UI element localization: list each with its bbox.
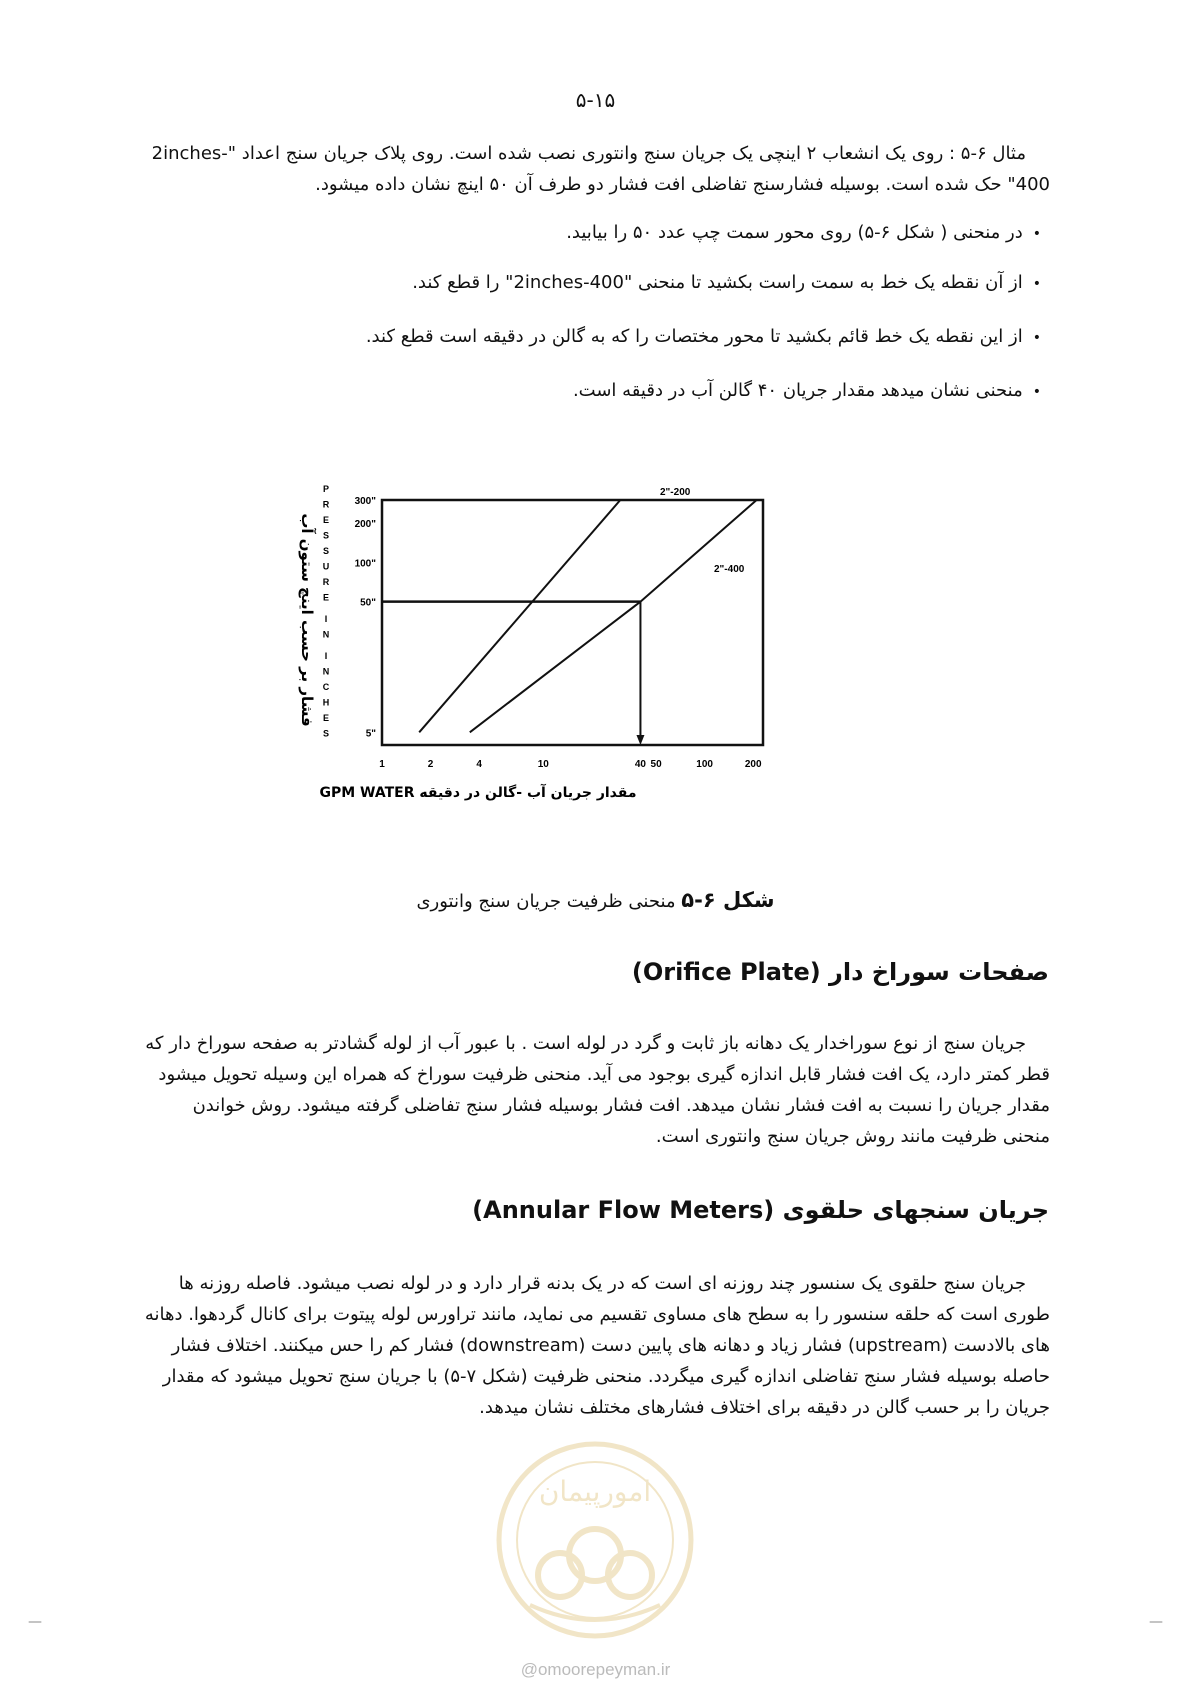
footer-url: @omoorepeyman.ir xyxy=(520,1660,671,1679)
x-axis-label: مقدار جریان آب -گالن در دقیقه GPM WATER xyxy=(319,785,637,801)
bullet-1: • در منحنی ( شکل ۶-۵) روی محور سمت چپ عدد ۵۰ را بیابید. xyxy=(566,222,1041,243)
annular-paragraph: جریان سنج حلقوی یک سنسور چند روزنه ای است که در یک بدنه قرار دارد و در لوله نصب میشود. فاصله روزنه ها طوری است که حلقه سنسور را به سطح های مساوی تقسیم می نماید، مانند تراورس لوله پیتوت برای کانال گردهوا. دهانه های بالادست (upstream) فشار زیاد و دهانه های پایین دست (downstream) فشار کم را حس میکنند. اختلاف فشار حاصله بوسیله فشار سنج تفاضلی اندازه گیری میگردد. منحنی ظرفیت (شکل ۷-۵) با جریان سنج تحویل میشود که مقدار جریان را بر حسب گالن در دقیقه برای اختلاف فشارهای مختلف نشان میدهد. xyxy=(144,1273,1050,1418)
series-line-2 xyxy=(470,500,757,732)
bullet-2: • از آن نقطه یک خط به سمت راست بکشید تا منحنی "2inches-400" را قطع کند. xyxy=(412,272,1041,293)
orifice-paragraph: جریان سنج از نوع سوراخدار یک دهانه باز ثابت و گرد در لوله است . با عبور آب از لوله گشادتر به صفحه سوراخ دار که قطر کمتر دارد، یک افت فشار قابل اندازه گیری بوجود می آید. منحنی ظرفیت سوراخ که همراه این وسیله تحویل میشود مقدار جریان را نسبت به افت فشار نشان میدهد. افت فشار بوسیله فشار سنج تفاضلی گرفته میشود. روش خواندن منحنی ظرفیت مانند روش جریان سنج وانتوری است. xyxy=(145,1033,1050,1147)
y-tick-label: 100" xyxy=(354,558,376,570)
venturi-capacity-chart xyxy=(290,484,850,860)
figure-caption xyxy=(0,888,1191,912)
y-axis-letter: E xyxy=(322,713,330,723)
y-tick-label: 50" xyxy=(360,597,376,609)
watermark-logo xyxy=(490,1435,700,1645)
y-axis-letter: E xyxy=(322,592,330,603)
reference-arrowhead xyxy=(636,735,644,745)
y-tick-label: 5" xyxy=(365,728,376,740)
series-line-1 xyxy=(419,500,620,732)
right-margin-mark: — xyxy=(1149,1614,1163,1630)
y-axis-letter: C xyxy=(322,682,330,692)
y-axis-letter: I xyxy=(324,651,328,661)
y-axis-letter: E xyxy=(322,515,330,525)
series-label-2: 2"-400 xyxy=(714,564,745,575)
series-label-1: 2"-200 xyxy=(660,487,691,498)
y-axis-letter: R xyxy=(322,577,330,587)
y-tick-label: 300" xyxy=(354,496,376,507)
y-axis-letter: N xyxy=(322,666,330,677)
x-tick-label: 200 xyxy=(744,759,762,770)
y-axis-letter: S xyxy=(322,728,330,739)
left-margin-mark: — xyxy=(28,1614,42,1630)
figure-caption-label: شکل ۶-۵ xyxy=(681,888,775,912)
bullet-4: • منحنی نشان میدهد مقدار جریان ۴۰ گالن آب در دقیقه است. xyxy=(573,380,1041,401)
y-axis-letter: H xyxy=(322,697,330,708)
heading-orifice-plate: صفحات سوراخ دار (Orifice Plate) xyxy=(631,958,1049,986)
bullet-3: • از این نقطه یک خط قائم بکشید تا محور مختصات را که به گالن در دقیقه است قطع کند. xyxy=(366,326,1041,347)
y-axis-letter: U xyxy=(322,561,330,572)
x-tick-label: 40 xyxy=(634,759,647,770)
x-tick-label: 100 xyxy=(696,759,713,770)
example-paragraph: مثال ۶-۵ : روی یک انشعاب ۲ اینچی یک جریان سنج وانتوری نصب شده است. روی پلاک جریان سنج اعداد "2inches-400" حک شده است. بوسیله فشارسنج تفاضلی افت فشار دو طرف آن ۵۰ اینچ نشان داده میشود. xyxy=(151,143,1050,195)
y-axis-letter: S xyxy=(322,546,330,556)
y-axis-letter: S xyxy=(322,530,330,541)
figure-caption-text: منحنی ظرفیت جریان سنج وانتوری xyxy=(416,891,682,912)
y-axis-letter: P xyxy=(322,484,330,494)
watermark-text: امورپیمان xyxy=(538,1475,652,1508)
page-number: ۵-۱۵ xyxy=(575,88,616,112)
x-tick-label: 50 xyxy=(650,759,662,770)
y-axis-letter: N xyxy=(322,629,330,640)
heading-annular-flow-meters: جریان سنجهای حلقوی (Annular Flow Meters) xyxy=(472,1196,1049,1224)
y-tick-label: 200" xyxy=(354,519,376,531)
y-axis-label: فشار بر حسب اینچ ستون آب xyxy=(298,513,316,727)
x-tick-label: 2 xyxy=(427,759,434,770)
x-tick-label: 10 xyxy=(537,759,549,770)
x-tick-label: 1 xyxy=(379,759,385,770)
y-axis-letter: R xyxy=(322,499,330,510)
x-tick-label: 4 xyxy=(476,759,482,770)
y-axis-letter: I xyxy=(324,614,328,624)
